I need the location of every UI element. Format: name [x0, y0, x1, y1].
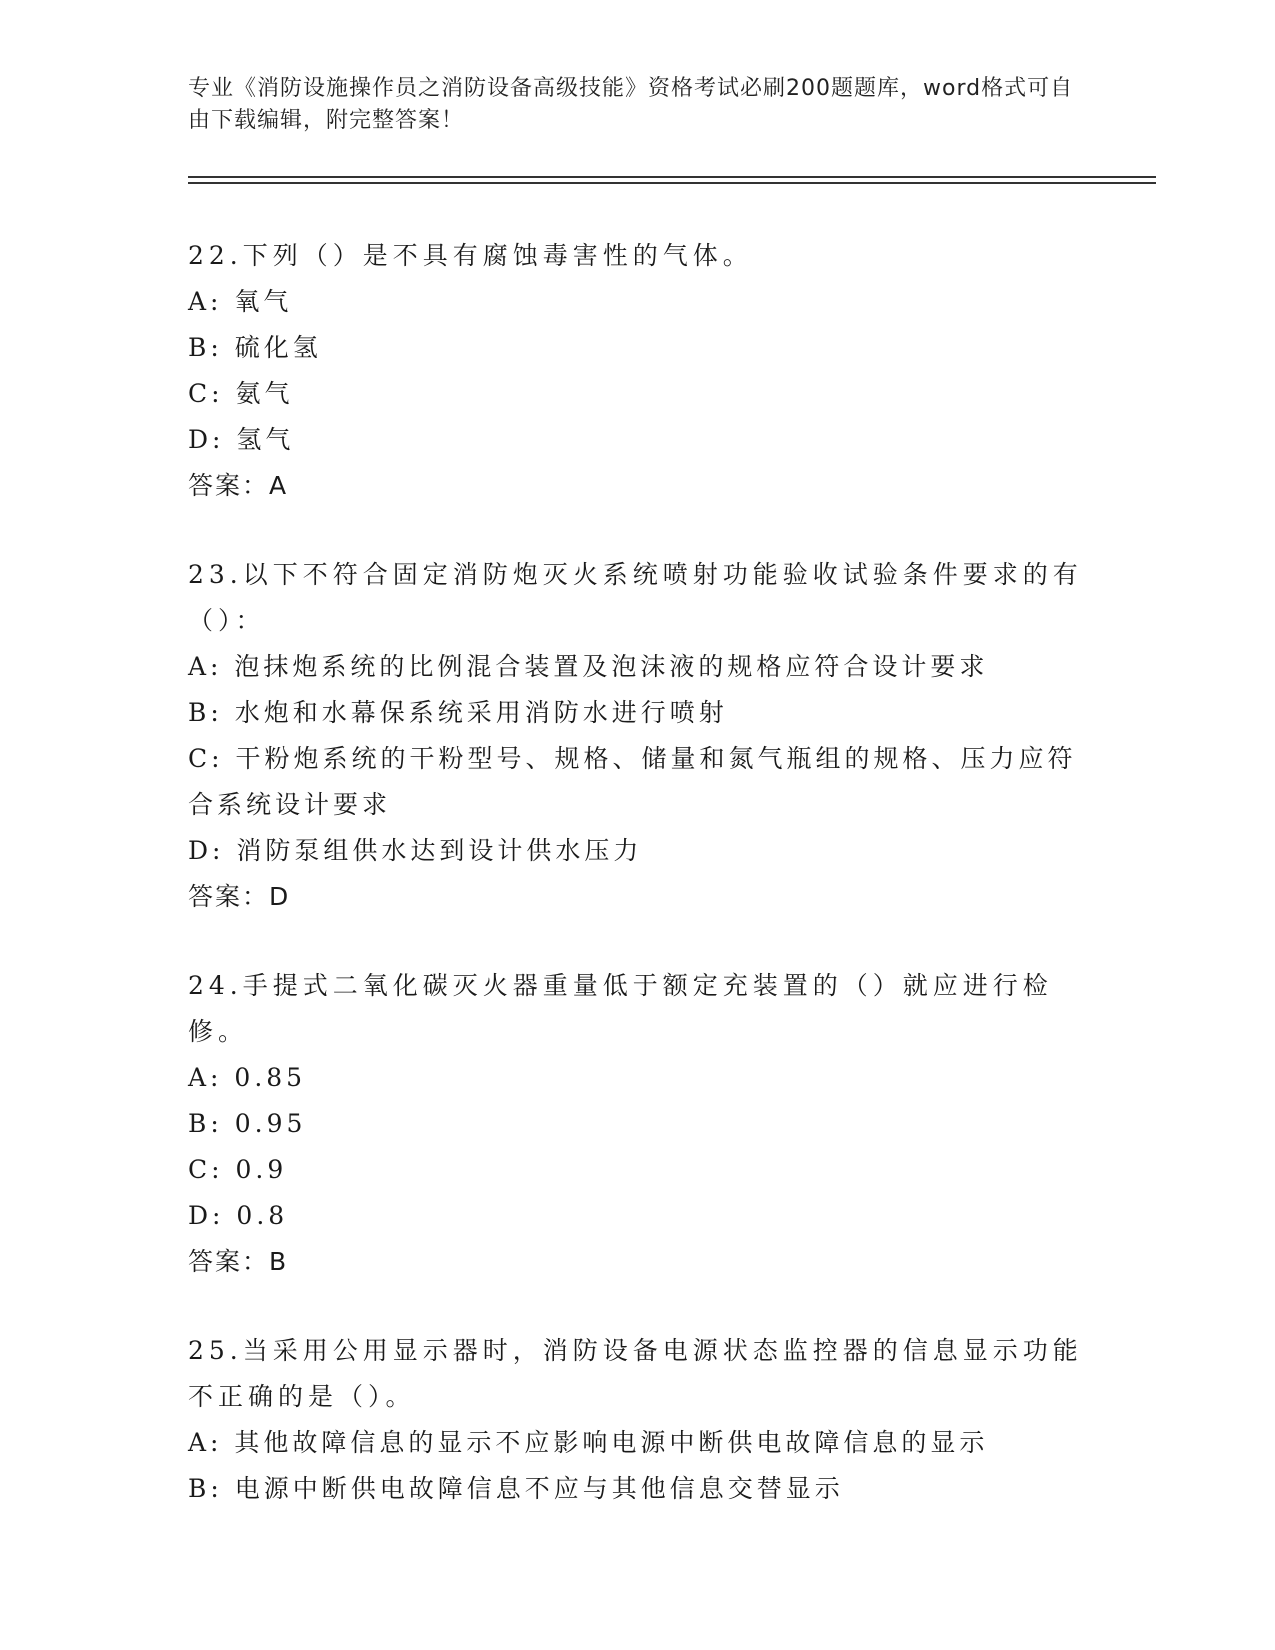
question-stem: 23.以下不符合固定消防炮灭火系统喷射功能验收试验条件要求的有（）： [188, 560, 1083, 635]
answer-line: 答案：A [188, 471, 289, 500]
option-b: B: 水炮和水幕保系统采用消防水进行喷射 [188, 698, 728, 727]
header-divider-top [188, 176, 1156, 178]
option-b: B: 0.95 [188, 1109, 307, 1138]
question-22 [188, 233, 1088, 509]
option-d: D: 0.8 [188, 1201, 289, 1230]
option-d: D: 消防泵组供水达到设计供水压力 [188, 836, 643, 865]
question-stem: 22.下列（）是不具有腐蚀毒害性的气体。 [188, 241, 753, 270]
question-25 [188, 1328, 1088, 1512]
question-23 [188, 552, 1088, 920]
option-a: A: 其他故障信息的显示不应影响电源中断供电故障信息的显示 [188, 1428, 989, 1457]
option-c: C: 氨气 [188, 379, 294, 408]
option-a: A: 0.85 [188, 1063, 307, 1092]
answer-line: 答案：D [188, 882, 291, 911]
header-divider-bottom [188, 182, 1156, 184]
question-list [188, 233, 1088, 1555]
question-stem: 25.当采用公用显示器时，消防设备电源状态监控器的信息显示功能不正确的是（）。 [188, 1336, 1083, 1411]
option-b: B: 硫化氢 [188, 333, 322, 362]
option-d: D: 氢气 [188, 425, 295, 454]
option-c: C: 干粉炮系统的干粉型号、规格、储量和氮气瓶组的规格、压力应符合系统设计要求 [188, 744, 1077, 819]
question-stem: 24.手提式二氧化碳灭火器重量低于额定充装置的（）就应进行检修。 [188, 971, 1053, 1046]
option-b: B: 电源中断供电故障信息不应与其他信息交替显示 [188, 1474, 844, 1503]
question-24 [188, 963, 1088, 1285]
option-a: A: 泡抹炮系统的比例混合装置及泡沫液的规格应符合设计要求 [188, 652, 989, 681]
answer-line: 答案：B [188, 1247, 289, 1276]
option-c: C: 0.9 [188, 1155, 288, 1184]
option-a: A: 氧气 [188, 287, 293, 316]
document-header: 专业《消防设施操作员之消防设备高级技能》资格考试必刷200题题库，word格式可自由下载编辑，附完整答案！ [188, 76, 1074, 133]
